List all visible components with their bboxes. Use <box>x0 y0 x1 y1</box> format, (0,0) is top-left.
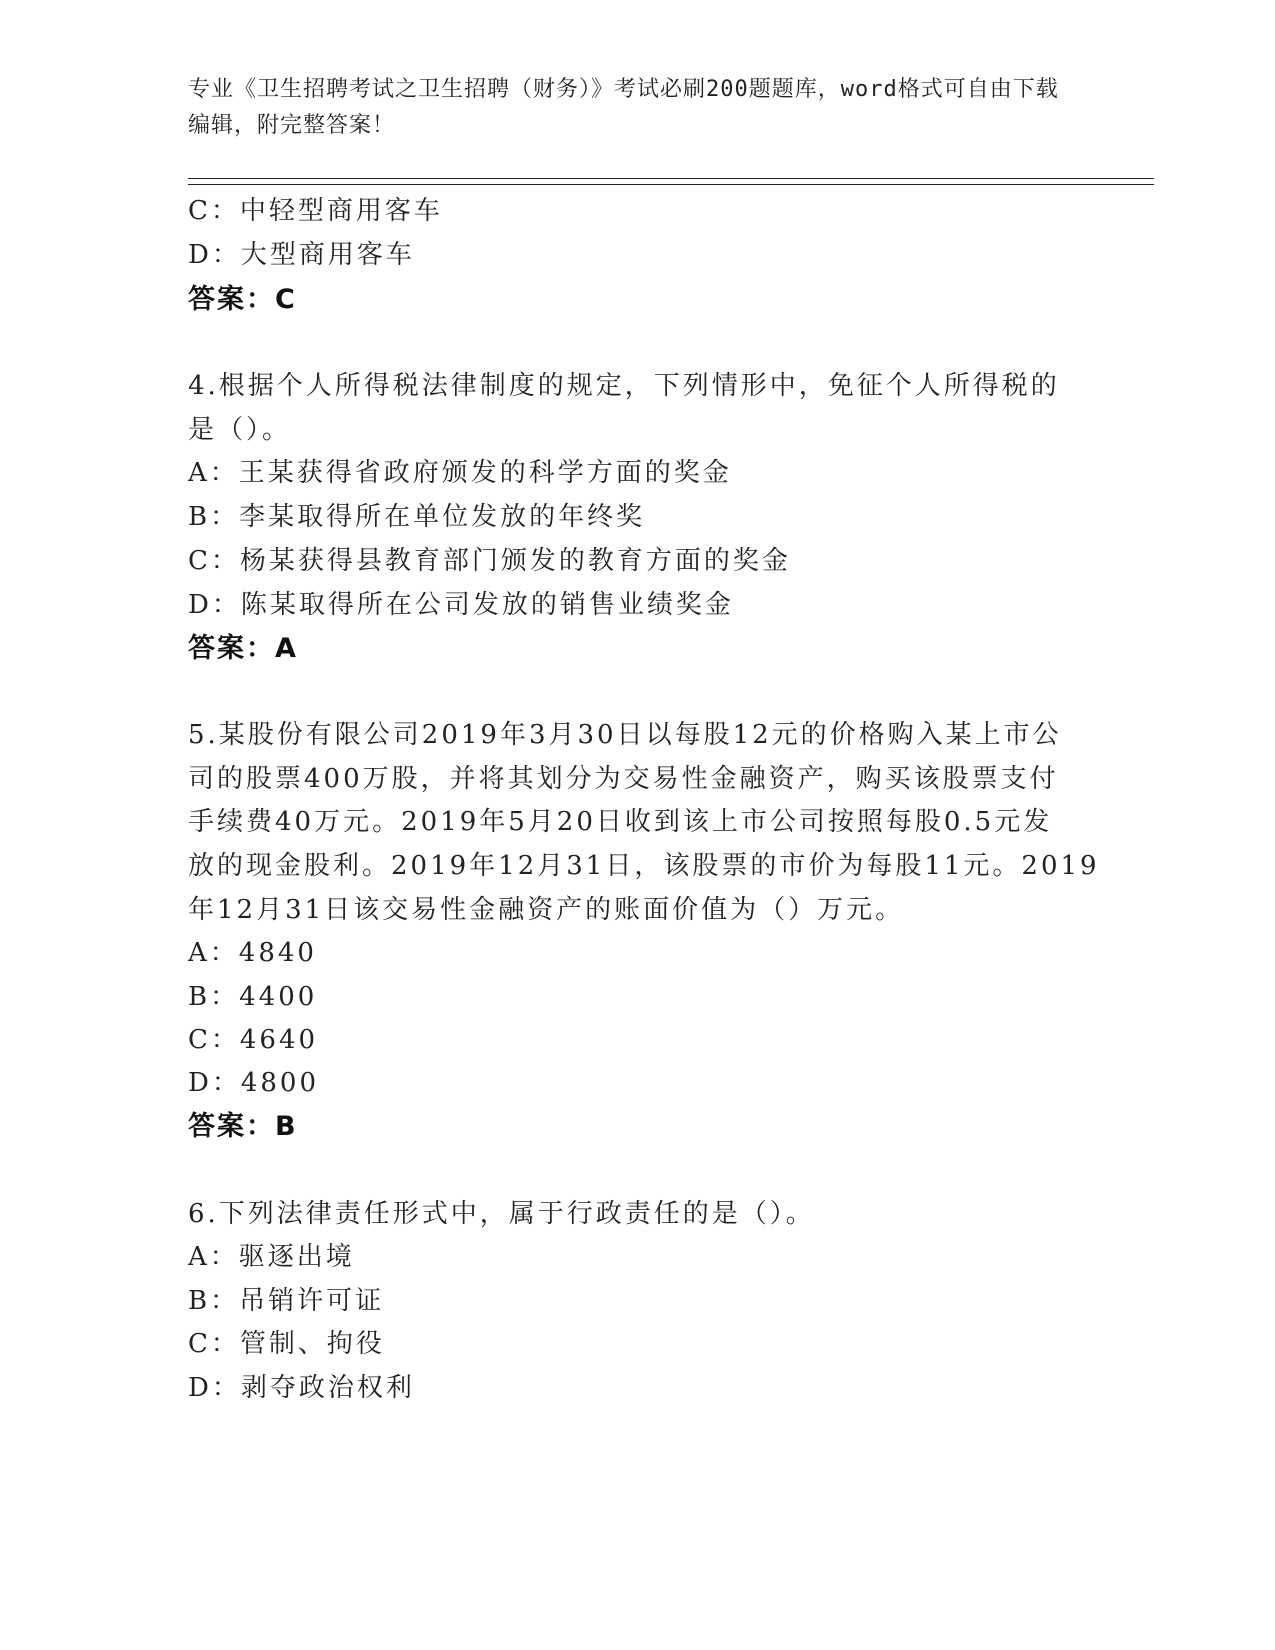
q5-stem-line5: 年12月31日该交易性金融资产的账面价值为（）万元。 <box>188 895 905 925</box>
q6-option-d: D：剥夺政治权利 <box>188 1373 415 1403</box>
q5-option-d: D：4800 <box>188 1068 320 1098</box>
q5-stem-line4: 放的现金股利。2019年12月31日，该股票的市价为每股11元。2019 <box>188 851 1100 881</box>
q6-option-b: B：吊销许可证 <box>188 1286 385 1316</box>
q5-stem-line3: 手续费40万元。2019年5月20日收到该上市公司按照每股0.5元发 <box>188 807 1053 837</box>
q3-option-c: C：中轻型商用客车 <box>188 196 443 226</box>
document-header: 专业《卫生招聘考试之卫生招聘（财务）》考试必刷200题题库，word格式可自由下载编辑，附完整答案！ <box>188 77 1059 138</box>
header-divider-bottom <box>188 184 1154 185</box>
q6-stem-line1: 6.下列法律责任形式中，属于行政责任的是（）。 <box>188 1199 815 1229</box>
q6-option-a: A：驱逐出境 <box>188 1242 355 1272</box>
q4-option-a: A：王某获得省政府颁发的科学方面的奖金 <box>188 458 732 488</box>
q5-stem-line2: 司的股票400万股，并将其划分为交易性金融资产，购买该股票支付 <box>188 764 1059 794</box>
q4-option-b: B：李某取得所在单位发放的年终奖 <box>188 502 646 532</box>
q4-answer: 答案：A <box>188 633 298 664</box>
q4-stem-line2: 是（）。 <box>188 415 292 445</box>
q5-stem-line1: 5.某股份有限公司2019年3月30日以每股12元的价格购入某上市公 <box>188 720 1062 750</box>
q4-stem-line1: 4.根据个人所得税法律制度的规定，下列情形中，免征个人所得税的 <box>188 371 1060 401</box>
q3-option-d: D：大型商用客车 <box>188 240 415 270</box>
header-divider-top <box>188 178 1154 179</box>
q5-answer: 答案：B <box>188 1111 298 1142</box>
q5-option-a: A：4840 <box>188 938 317 968</box>
q4-option-c: C：杨某获得县教育部门颁发的教育方面的奖金 <box>188 546 791 576</box>
q5-option-b: B：4400 <box>188 982 318 1012</box>
q4-option-d: D：陈某取得所在公司发放的销售业绩奖金 <box>188 590 734 620</box>
q5-option-c: C：4640 <box>188 1025 319 1055</box>
q3-answer: 答案：C <box>188 284 297 315</box>
q6-option-c: C：管制、拘役 <box>188 1329 385 1359</box>
